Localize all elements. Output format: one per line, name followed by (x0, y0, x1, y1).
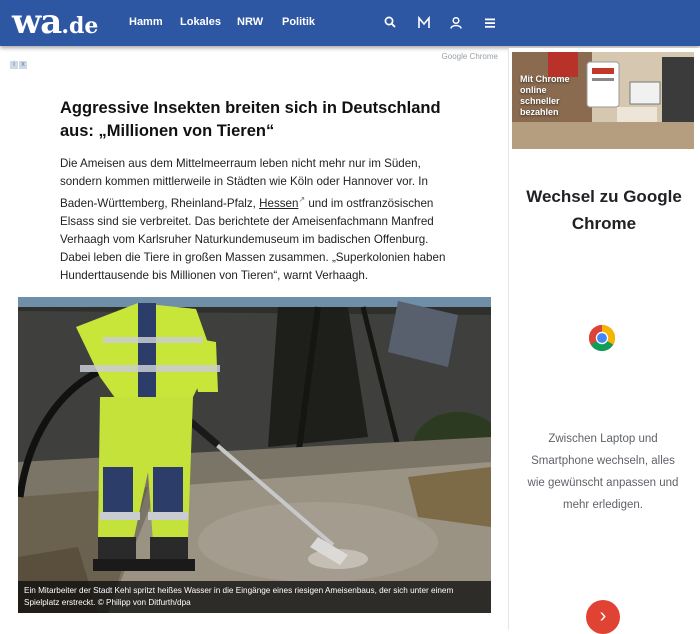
photo-caption: Ein Mitarbeiter der Stadt Kehl spritzt heißes Wasser in die Eingänge eines riesigen Ameisenbaus, der sich unter einem Spielplatz erstreckt. © Philipp von Ditfurth/dpa (18, 581, 491, 613)
site-header (0, 0, 700, 46)
hessen-link[interactable]: Hessen (259, 196, 299, 210)
site-logo[interactable] (12, 2, 98, 42)
sidebar-ad[interactable] (508, 48, 700, 630)
ad-description: Zwischen Laptop und Smartphone wechseln, alles wie gewünscht anpassen und mehr erledigen. (527, 433, 679, 511)
chevron-right-icon: › (599, 605, 607, 627)
article-body (60, 155, 460, 285)
nav-hamm[interactable]: Hamm (129, 16, 163, 28)
nav-lokales[interactable]: Lokales (180, 16, 221, 28)
ad-next-button[interactable] (586, 600, 620, 634)
ad-title[interactable]: Wechsel zu Google Chrome (526, 187, 682, 233)
article-body-part2: und im ostfranzösischen Elsass sind sie verbreitet. Das berichtete der Ameisenfachmann Manfred Verhaagh vom Karlsruher Naturkundemuseum im badischen Offenburg. Dabei leben die Tiere in großen Massen zusammen. „Superkolonien haben Hunderttausende bis Millionen von Tieren“, warnt Verhaagh. (60, 196, 446, 282)
article-body-part1: Die Ameisen aus dem Mittelmeerraum leben nicht mehr nur im Süden, sondern kommen mittlerweile in Städten wie Köln oder Hannover vor. In Baden-Württemberg, Rheinland-Pfalz, (60, 157, 428, 210)
external-link-icon: ↗ (298, 195, 306, 204)
chrome-logo-icon (588, 324, 616, 352)
user-icon[interactable] (446, 13, 466, 33)
photo-illustration (18, 297, 491, 613)
nav-nrw[interactable]: NRW (237, 16, 264, 28)
m-icon[interactable] (414, 13, 434, 33)
logo-main: wa (12, 2, 62, 42)
adchoices-icon[interactable]: i x (10, 53, 32, 62)
ad-image[interactable] (512, 52, 694, 149)
article-photo (18, 297, 491, 613)
search-icon[interactable] (381, 13, 401, 33)
ad-image-text: Mit Chrome online schneller bezahlen (520, 74, 570, 117)
logo-domain: .de (61, 13, 99, 39)
menu-icon[interactable] (480, 13, 500, 33)
article-headline: Aggressive Insekten breiten sich in Deutschland aus: „Millionen von Tieren“ (60, 99, 441, 140)
nav-politik[interactable]: Politik (282, 16, 316, 28)
ad-source-label: Google Chrome (441, 52, 498, 61)
